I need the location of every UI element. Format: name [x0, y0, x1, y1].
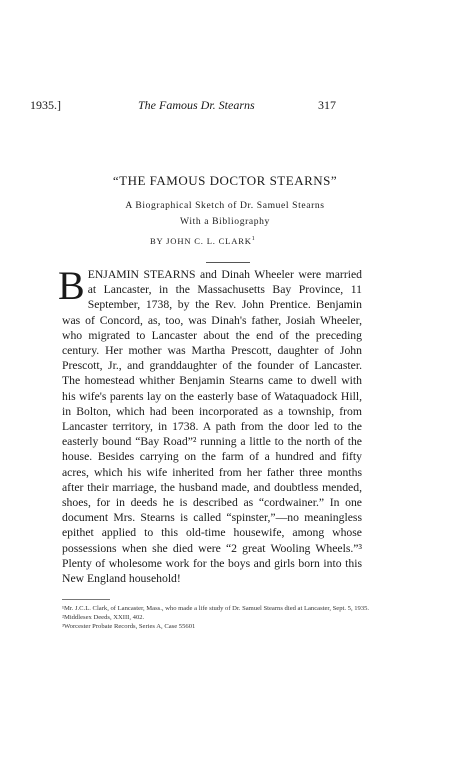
page-number: 317: [318, 98, 336, 112]
byline: [150, 236, 330, 246]
article-subtitle: [55, 198, 395, 230]
subtitle-line-1: A Biographical Sketch of Dr. Samuel Stearns: [125, 200, 325, 211]
running-head: [30, 98, 350, 114]
footnote-3: ³Worcester Probate Records, Series A, Case 55601: [62, 622, 196, 630]
byline-footnote-marker: 1: [251, 236, 256, 243]
author-name: BY JOHN C. L. CLARK: [150, 236, 252, 246]
body-text: ENJAMIN STEARNS and Dinah Wheeler were married at Lancaster, in the Massachusetts Bay Province, 11 September, 1738, by the Rev. John Prentice. Benjamin was of Concord, as, too, was Dinah's father, Josiah Wheeler, who migrated to Lancaster about the end of the preceding century. Her mother was Martha Prescott, daughter of John Prescott, Jr., and granddaughter of the founder of Lancaster. The homestead whither Benjamin Stearns came to dwell with his wife's parents lay on the easterly base of Wataquadock Hill, in Bolton, which had been incorporated as a township, from Lancaster territory, in 1738. A path from the door led to the easterly bound “Bay Road”² running a little to the north of the house. Besides carrying on the farm of a hundred and fifty acres, which his wife inherited from her father three months after their marriage, the husband made, and doubtless mended, shoes, for in deeds he is described as “cordwainer.” In one document Mrs. Stearns is called “spinster,”—no meaningless epithet applied to this old-time housewife, among whose possessions when she died were “2 great Wooling Wheels.”³ Plenty of wholesome work for the boys and girls born into this New England household!: [62, 268, 362, 586]
footnote-2: ²Middlesex Deeds, XXIII, 402.: [62, 613, 145, 621]
running-head-title: The Famous Dr. Stearns: [138, 98, 255, 112]
body-paragraph: [58, 263, 362, 586]
footnotes: [62, 605, 382, 631]
footnote-rule: [62, 599, 110, 600]
running-head-year: 1935.]: [30, 98, 61, 112]
article-title: “THE FAMOUS DOCTOR STEARNS”: [112, 173, 338, 188]
footnote-1: ¹Mr. J.C.L. Clark, of Lancaster, Mass., who made a life study of Dr. Samuel Stearns died at Lancaster, Sept. 5, 1935.: [62, 605, 370, 612]
drop-cap: B: [58, 263, 85, 308]
subtitle-line-2: With a Bibliography: [180, 216, 270, 227]
title-divider: [206, 262, 250, 263]
